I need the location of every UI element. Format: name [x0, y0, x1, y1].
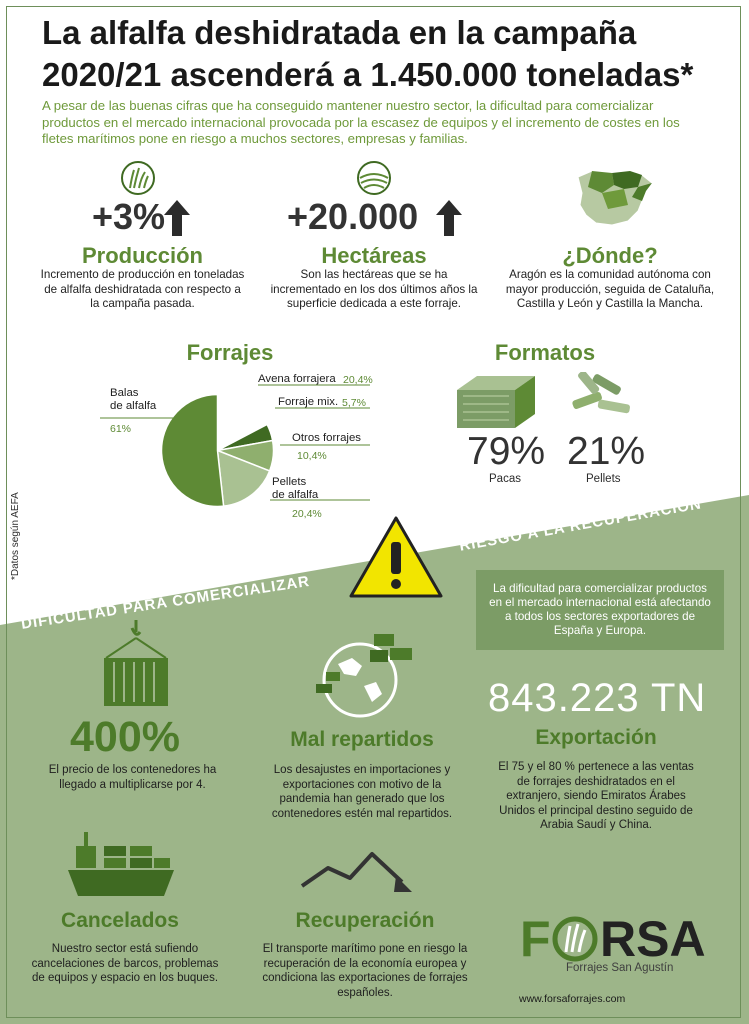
- logo-letters-rsa: RSA: [600, 911, 706, 967]
- logo-letter-f: F: [520, 911, 551, 967]
- hectareas-value: +20.000: [287, 196, 419, 237]
- pie-value-otros: 10,4%: [297, 450, 327, 462]
- pie-value-balas: 61%: [110, 423, 132, 435]
- intro-paragraph: A pesar de las buenas cifras que ha conseguido mantener nuestro sector, la dificultad para comercializar productos en el mercado internacional provocada por la escasez de equipos y el incremento de costes en los fletes marítimos pone en riesgo a muchos sectores, empresas y familias.: [42, 98, 680, 146]
- globe-containers-icon: [312, 628, 416, 722]
- formatos-title: Formatos: [494, 340, 596, 365]
- recuperacion-desc: El transporte marítimo pone en riesgo la recuperación de la economía europea y condiciona las exportaciones de forrajes españoles.: [262, 943, 468, 999]
- pie-label-balas-line2: de alfalfa: [110, 400, 157, 412]
- pie-label-balas-line1: Balas: [110, 387, 139, 399]
- info-box: [476, 570, 724, 650]
- donde-desc: Aragón es la comunidad autónoma con mayor producción, seguida de Cataluña, Castilla y León y Castilla la Mancha.: [505, 268, 715, 310]
- info-box-text: La dificultad para comercializar productos en el mercado internacional está afectando a todos los sectores exportadores de España y Europa.: [489, 582, 711, 637]
- fields-icon: [356, 160, 392, 196]
- website-link[interactable]: www.forsaforrajes.com: [519, 993, 626, 1005]
- pie-label-otros: Otros forrajes: [292, 432, 361, 444]
- export-value: 843.223 TN: [488, 676, 707, 720]
- forsa-logo: [520, 910, 720, 976]
- arrow-up-icon: [436, 200, 462, 236]
- title-line-1: La alfalfa deshidratada en la campaña: [42, 14, 637, 51]
- pie-label-balas: [110, 387, 156, 413]
- produccion-desc: Incremento de producción en toneladas de alfalfa deshidratada con respecto a la campaña pasada.: [40, 268, 245, 310]
- pie-label-pellets: [272, 476, 318, 502]
- arrow-up-icon: [164, 200, 190, 236]
- forrajes-title: Forrajes: [186, 340, 274, 365]
- export-title: Exportación: [535, 726, 657, 749]
- pellets-label: Pellets: [586, 473, 621, 485]
- hectareas-title: Hectáreas: [321, 243, 427, 268]
- cargo-ship-icon: [66, 826, 176, 900]
- pie-label-pellets-line1: Pellets: [272, 476, 307, 488]
- container-icon: [100, 618, 172, 710]
- logo-grass-o-icon: [552, 916, 598, 962]
- pie-label-mix: Forraje mix.: [278, 396, 339, 408]
- pie-label-pellets-line2: de alfalfa: [272, 489, 319, 501]
- page-title: [42, 12, 722, 96]
- pacas-label: Pacas: [489, 473, 521, 485]
- cancelados-title: Cancelados: [61, 909, 179, 932]
- pellets-value: 21%: [567, 430, 646, 473]
- footnote: *Datos según AEFA: [10, 492, 21, 580]
- export-desc: El 75 y el 80 % pertenece a las ventas de forrajes deshidratados en el extranjero, siendo Emiratos Árabes Unidos el principal destino seguido de Arabia Saudí y China.: [498, 761, 694, 831]
- pacas-value: 79%: [467, 430, 546, 473]
- trend-down-icon: [298, 848, 422, 896]
- cancelados-desc: Nuestro sector está sufiendo cancelaciones de barcos, problemas de equipos y espacio en los buques.: [31, 943, 219, 984]
- recuperacion-title: Recuperación: [295, 909, 435, 932]
- title-line-2: 2020/21 ascenderá a 1.450.000 toneladas*: [42, 56, 694, 93]
- banner-dificultad: DIFICULTAD PARA COMERCIALIZAR: [20, 572, 312, 633]
- pie-value-mix: 5,7%: [342, 397, 366, 409]
- pie-label-avena: Avena forrajera: [258, 373, 336, 385]
- warning-icon: [348, 514, 444, 600]
- mal-title: Mal repartidos: [290, 728, 434, 751]
- produccion-value: +3%: [92, 196, 166, 237]
- grass-icon: [120, 160, 156, 196]
- mal-desc: Los desajustes en importaciones y exportaciones con motivo de la pandemia han generado que los contenedores estén mal repartidos.: [271, 764, 453, 820]
- pie-value-pellets: 20,4%: [292, 508, 322, 520]
- produccion-title: Producción: [81, 243, 203, 268]
- hectareas-desc: Son las hectáreas que se ha incrementado en los dos últimos años la superficie dedicada a este forraje.: [270, 268, 478, 310]
- spain-map-icon: [572, 165, 658, 231]
- contenedores-desc: El precio de los contenedores ha llegado a multiplicarse por 4.: [48, 764, 217, 791]
- contenedores-value: 400%: [70, 713, 180, 761]
- pie-value-avena: 20,4%: [343, 374, 373, 386]
- donde-title: ¿Dónde?: [562, 243, 658, 268]
- pellets-icon: [568, 372, 636, 420]
- banner-riesgo: RIESGO A LA RECUPERACIÓN: [458, 495, 703, 555]
- hay-bale-icon: [453, 372, 537, 430]
- logo-tagline: Forrajes San Agustín: [566, 962, 674, 974]
